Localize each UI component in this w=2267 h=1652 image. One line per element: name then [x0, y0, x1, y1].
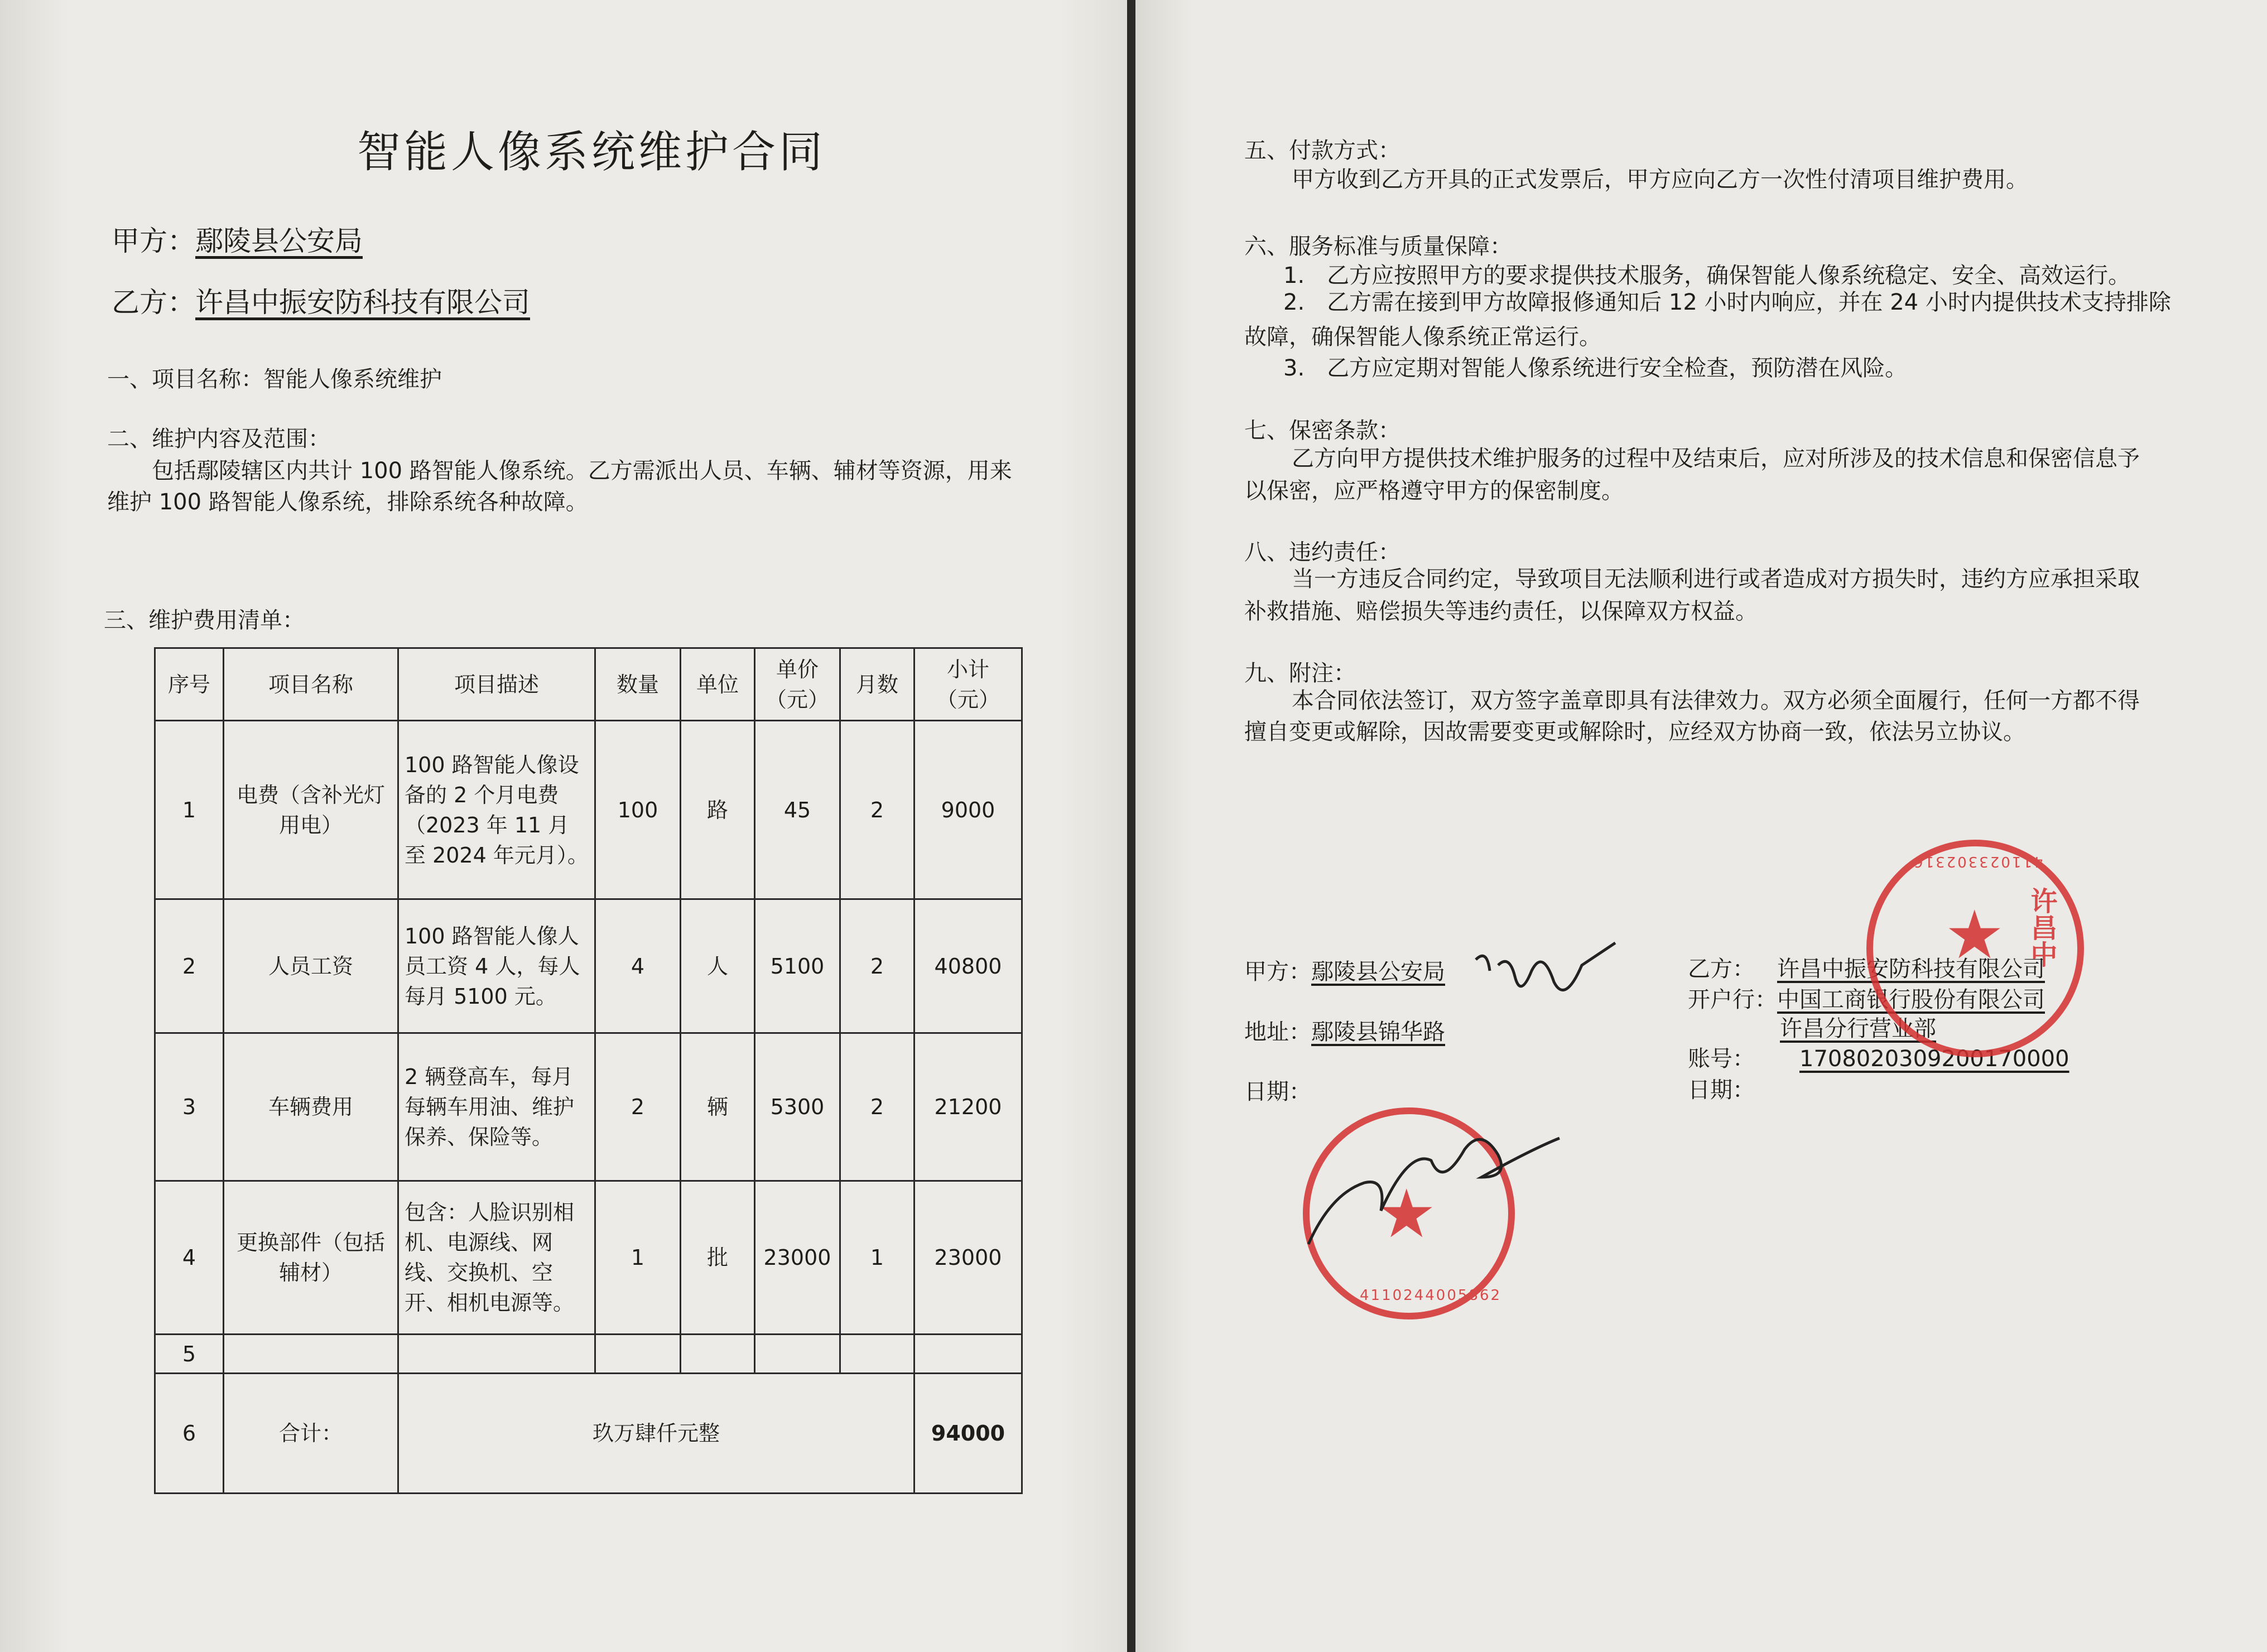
section-3-title: 三、维护费用清单：: [104, 608, 305, 633]
cell-subtotal: 21200: [914, 1033, 1022, 1181]
table-row: [155, 1335, 1022, 1374]
address-label: 地址：: [1244, 1019, 1311, 1045]
section-6-item-3: 3. 乙方应定期对智能人像系统进行安全检查，预防潜在风险。: [1283, 355, 1908, 381]
party-a-name: 鄢陵县公安局: [195, 225, 363, 257]
cell-name: 车辆费用: [224, 1033, 398, 1181]
signature-a: [1470, 937, 1638, 1015]
cell-qty: 100: [595, 721, 681, 899]
section-2-title: 二、维护内容及范围：: [107, 426, 330, 452]
section-9-title: 九、附注：: [1244, 661, 1356, 686]
cell-name: 人员工资: [224, 899, 398, 1033]
cell-months: 1: [840, 1181, 914, 1335]
bank-name-2-text: 许昌分行营业部: [1780, 1016, 1936, 1042]
party-a-line: [112, 219, 363, 259]
cell-qty: 2: [595, 1033, 681, 1181]
sign-party-a-label: 甲方：: [1244, 959, 1311, 985]
cell-unit: 人: [681, 899, 755, 1033]
cell-price: [755, 1335, 840, 1374]
section-7-line-a: 乙方向甲方提供技术维护服务的过程中及结束后，应对所涉及的技术信息和保密信息予: [1292, 446, 2140, 471]
party-b-name: 许昌中振安防科技有限公司: [195, 286, 530, 319]
cell-name: [224, 1335, 398, 1374]
cell-unit: 路: [681, 721, 755, 899]
contract-page-2: [1135, 0, 2267, 1652]
signature-seal-a: [1297, 1116, 1576, 1261]
section-8-line-a: 当一方违反合同约定，导致项目无法顺利进行或者造成对方损失时，违约方应承担采取: [1292, 566, 2140, 592]
cell-months: 2: [840, 899, 914, 1033]
table-row: [155, 1181, 1022, 1335]
cell-unit: 辆: [681, 1033, 755, 1181]
seal-a-number: 4110244005862: [1360, 1287, 1502, 1304]
sign-party-b-name: 许昌中振安防科技有限公司: [1777, 956, 2045, 982]
th-no: 序号: [155, 648, 224, 721]
cell-desc: 100 路智能人像设备的 2 个月电费（2023 年 11 月至 2024 年元月）。: [398, 721, 595, 899]
contract-title: 智能人像系统维护合同: [357, 127, 826, 177]
cell-months: 2: [840, 1033, 914, 1181]
cell-name: 更换部件（包括辅材）: [224, 1181, 398, 1335]
section-8-title: 八、违约责任：: [1244, 540, 1400, 565]
date-b: 日期：: [1688, 1077, 1755, 1103]
account-number: 1708020309200170000: [1799, 1046, 2069, 1072]
cell-price: 5300: [755, 1033, 840, 1181]
seal-b-arc-text: 许昌中: [2026, 887, 2057, 967]
cell-price: 45: [755, 721, 840, 899]
cell-unit: 批: [681, 1181, 755, 1335]
cell-qty: [595, 1335, 681, 1374]
cell-no: 5: [155, 1335, 224, 1374]
th-qty: 数量: [595, 648, 681, 721]
contract-page-1: [0, 0, 1127, 1652]
th-months: 月数: [840, 648, 914, 721]
th-subtotal: 小计（元）: [914, 648, 1022, 721]
cell-unit: [681, 1335, 755, 1374]
section-2-line-2: 维护 100 路智能人像系统，排除系统各种故障。: [107, 489, 588, 515]
total-in-words: 玖万肆仟元整: [398, 1374, 914, 1494]
cell-desc: 100 路智能人像人员工资 4 人，每人每月 5100 元。: [398, 899, 595, 1033]
cell-price: 5100: [755, 899, 840, 1033]
cell-subtotal: 9000: [914, 721, 1022, 899]
cell-desc: 包含：人脸识别相机、电源线、网线、交换机、空开、相机电源等。: [398, 1181, 595, 1335]
table-row: [155, 721, 1022, 899]
cell-no: 2: [155, 899, 224, 1033]
sign-party-a-name: 鄢陵县公安局: [1311, 959, 1445, 985]
bank-label: 开户行：: [1688, 987, 1777, 1013]
seal-star-icon: ★: [1376, 1176, 1437, 1253]
sign-party-a: [1244, 954, 1445, 986]
cell-no: 6: [155, 1374, 224, 1494]
th-name: 项目名称: [224, 648, 398, 721]
cell-no: 3: [155, 1033, 224, 1181]
cell-no: 4: [155, 1181, 224, 1335]
cell-name: 电费（含补光灯用电）: [224, 721, 398, 899]
cell-subtotal: 40800: [914, 899, 1022, 1033]
cell-subtotal: [914, 1335, 1022, 1374]
seal-star-icon: ★: [1944, 897, 2005, 974]
table-row: [155, 1033, 1022, 1181]
section-7-title: 七、保密条款：: [1244, 418, 1400, 444]
fee-table: [154, 647, 1023, 1494]
section-6-item-2b: 故障，确保智能人像系统正常运行。: [1244, 324, 1601, 350]
address-line: [1244, 1014, 1445, 1046]
section-6-item-1: 1. 乙方应按照甲方的要求提供技术服务，确保智能人像系统稳定、安全、高效运行。: [1283, 263, 2131, 288]
cell-no: 1: [155, 721, 224, 899]
bank-name-1: 中国工商银行股份有限公司: [1777, 987, 2045, 1013]
section-7-line-b: 以保密，应严格遵守甲方的保密制度。: [1244, 478, 1624, 504]
party-b-label: 乙方：: [112, 286, 195, 319]
cell-months: 2: [840, 721, 914, 899]
cell-desc: [398, 1335, 595, 1374]
cell-months: [840, 1335, 914, 1374]
th-price: 单价（元）: [755, 648, 840, 721]
section-5-title: 五、付款方式：: [1244, 138, 1400, 163]
account-label: 账号：: [1688, 1046, 1755, 1072]
cell-subtotal: 23000: [914, 1181, 1022, 1335]
section-9-line-b: 擅自变更或解除，因故需要变更或解除时，应经双方协商一致，依法另立协议。: [1244, 719, 2025, 745]
date-a: 日期：: [1244, 1079, 1311, 1105]
cell-qty: 1: [595, 1181, 681, 1335]
th-unit: 单位: [681, 648, 755, 721]
th-desc: 项目描述: [398, 648, 595, 721]
section-8-line-b: 补救措施、赔偿损失等违约责任，以保障双方权益。: [1244, 599, 1758, 624]
sign-party-b-label: 乙方：: [1688, 956, 1755, 982]
section-6-item-2a: 2. 乙方需在接到甲方故障报修通知后 12 小时内响应，并在 24 小时内提供技术支持排除: [1283, 290, 2171, 315]
table-total-row: [155, 1374, 1022, 1494]
cell-price: 23000: [755, 1181, 840, 1335]
section-1: 一、项目名称：智能人像系统维护: [107, 367, 442, 392]
section-2-line-1: 包括鄢陵辖区内共计 100 路智能人像系统。乙方需派出人员、车辆、辅材等资源，用来: [152, 458, 1012, 484]
cell-desc: 2 辆登高车，每月每辆车用油、维护保养、保险等。: [398, 1033, 595, 1181]
table-row: [155, 899, 1022, 1033]
address-value: 鄢陵县锦华路: [1311, 1019, 1445, 1045]
section-5-text: 甲方收到乙方开具的正式发票后，甲方应向乙方一次性付清项目维护费用。: [1292, 167, 2028, 192]
total-amount: 94000: [914, 1374, 1022, 1494]
table-header-row: [155, 648, 1022, 721]
total-label: 合计：: [224, 1374, 398, 1494]
party-b-line: [112, 280, 530, 320]
party-a-label: 甲方：: [112, 225, 195, 257]
cell-qty: 4: [595, 899, 681, 1033]
seal-b-number: 411023302316: [1912, 853, 2043, 870]
section-6-title: 六、服务标准与质量保障：: [1244, 234, 1512, 259]
section-9-line-a: 本合同依法签订，双方签字盖章即具有法律效力。双方必须全面履行，任何一方都不得: [1292, 688, 2140, 714]
